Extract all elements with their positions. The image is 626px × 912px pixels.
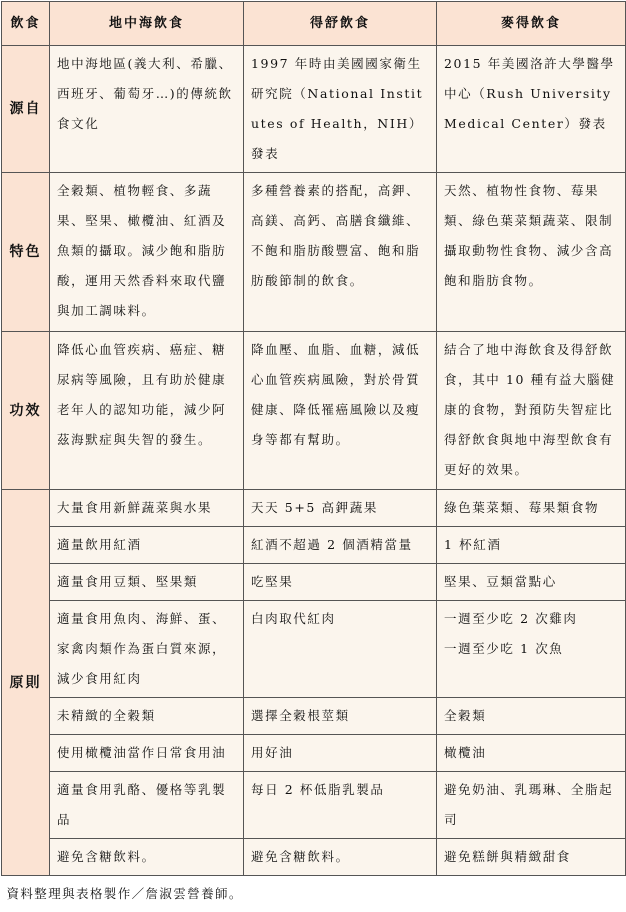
principle-dash: 吃堅果 <box>251 567 430 597</box>
principle-mediterranean: 避免含糖飲料。 <box>57 842 237 872</box>
efficacy-mind: 結合了地中海飲食及得舒飲食，其中 10 種有益大腦健康的食物，對預防失智症比得舒飲食與地中海型飲食有更好的效果。 <box>444 335 619 485</box>
principle-row <box>2 527 626 564</box>
principle-dash: 白肉取代紅肉 <box>251 604 430 634</box>
principle-mind: 1 杯紅酒 <box>444 530 619 560</box>
principle-mind: 避免奶油、乳瑪琳、全脂起司 <box>444 775 619 835</box>
principle-mediterranean: 使用橄欖油當作日常食用油 <box>57 738 237 768</box>
header-mind: 麥得飲食 <box>437 2 626 46</box>
row-label-origin: 源自 <box>2 46 50 173</box>
principle-row <box>2 698 626 735</box>
principle-mediterranean: 適量飲用紅酒 <box>57 530 237 560</box>
efficacy-mediterranean: 降低心血管疾病、癌症、糖尿病等風險，且有助於健康老年人的認知功能，減少阿茲海默症與失智的發生。 <box>57 335 237 455</box>
document-page <box>1 1 625 844</box>
principle-row <box>2 564 626 601</box>
row-origin <box>2 46 626 173</box>
principle-mediterranean: 大量食用新鮮蔬菜與水果 <box>57 493 237 523</box>
header-row <box>2 2 626 46</box>
features-mediterranean: 全穀類、植物輕食、多蔬果、堅果、橄欖油、紅酒及魚類的攝取。減少飽和脂肪酸，運用天然香料來取代鹽與加工調味料。 <box>57 176 237 326</box>
principle-dash: 天天 5+5 高鉀蔬果 <box>251 493 430 523</box>
origin-mind: 2015 年美國洛許大學醫學中心（Rush University Medical Center）發表 <box>444 49 619 139</box>
header-dash: 得舒飲食 <box>244 2 437 46</box>
principle-mind: 避免糕餅與精緻甜食 <box>444 842 619 872</box>
principle-mind: 堅果、豆類當點心 <box>444 567 619 597</box>
row-label-efficacy: 功效 <box>2 332 50 490</box>
principle-row <box>2 839 626 876</box>
principle-mind: 全穀類 <box>444 701 619 731</box>
principle-row <box>2 772 626 839</box>
diet-comparison-table <box>1 1 626 912</box>
principle-dash: 選擇全穀根莖類 <box>251 701 430 731</box>
principle-dash: 避免含糖飲料。 <box>251 842 430 872</box>
row-label-features: 特色 <box>2 173 50 332</box>
row-efficacy <box>2 332 626 490</box>
principle-mediterranean: 適量食用豆類、堅果類 <box>57 567 237 597</box>
features-mind: 天然、植物性食物、莓果類、綠色葉菜類蔬菜、限制攝取動物性食物、減少含高飽和脂肪食物。 <box>444 176 619 296</box>
principle-mediterranean: 未精緻的全穀類 <box>57 701 237 731</box>
principle-mediterranean: 適量食用魚肉、海鮮、蛋、家禽肉類作為蛋白質來源，減少食用紅肉 <box>57 604 237 694</box>
header-corner: 飲食 <box>2 2 50 46</box>
principle-row <box>2 490 626 527</box>
origin-dash: 1997 年時由美國國家衛生研究院（National Institutes of Health，NIH）發表 <box>251 49 430 169</box>
source-note: 資料整理與表格製作／詹淑雲營養師。 <box>2 876 626 912</box>
principle-dash: 紅酒不超過 2 個酒精當量 <box>251 530 430 560</box>
principle-mind: 橄欖油 <box>444 738 619 768</box>
principle-row <box>2 735 626 772</box>
principle-dash: 用好油 <box>251 738 430 768</box>
principle-mind: 綠色葉菜類、莓果類食物 <box>444 493 619 523</box>
principle-row <box>2 601 626 698</box>
row-features <box>2 173 626 332</box>
footer-row <box>2 876 626 912</box>
row-label-principles: 原則 <box>2 490 50 876</box>
features-dash: 多種營養素的搭配，高鉀、高鎂、高鈣、高膳食纖維、不飽和脂肪酸豐富、飽和脂肪酸節制的飲食。 <box>251 176 430 296</box>
principle-mind: 一週至少吃 2 次雞肉 一週至少吃 1 次魚 <box>444 604 619 664</box>
header-mediterranean: 地中海飲食 <box>50 2 244 46</box>
principle-mediterranean: 適量食用乳酪、優格等乳製品 <box>57 775 237 835</box>
origin-mediterranean: 地中海地區(義大利、希臘、西班牙、葡萄牙…)的傳統飲食文化 <box>57 49 237 139</box>
efficacy-dash: 降血壓、血脂、血糖，減低心血管疾病風險，對於骨質健康、降低罹癌風險以及瘦身等都有幫助。 <box>251 335 430 455</box>
principle-dash: 每日 2 杯低脂乳製品 <box>251 775 430 805</box>
